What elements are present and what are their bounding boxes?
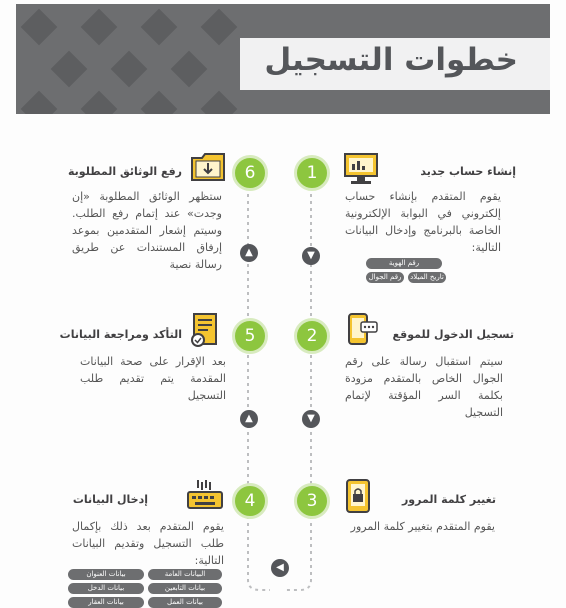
- step-4-pill-income: بيانات الدخل: [68, 583, 144, 594]
- chevron-down-icon: ▼: [302, 410, 320, 428]
- chevron-down-icon: ▼: [302, 247, 320, 265]
- step-3-title: تغيير كلمة المرور: [401, 493, 496, 506]
- step-4-title: إدخال البيانات: [72, 493, 148, 506]
- monitor-icon: [343, 152, 379, 186]
- keyboard-hand-icon: [186, 478, 224, 512]
- step-6-text: ستظهر الوثائق المطلوبة «إن وجدت» عند إتمام رفع الطلب. وسيتم إشعار المتقدمين بموعد إرفاق المستندات عن طريق رسالة نصية: [72, 190, 222, 271]
- page-title: خطوات التسجيل: [264, 42, 518, 78]
- step-1-pill-id: رقم الهوية: [366, 258, 442, 269]
- step-3-number: 3: [294, 483, 330, 519]
- step-6-title: رفع الوثائق المطلوبة: [68, 165, 182, 178]
- step-1-text: يقوم المتقدم بإنشاء حساب إلكتروني في البوابة الإلكترونية الخاصة بالبرنامج وإدخال البيانات التالية:: [345, 190, 501, 254]
- step-2-number: 2: [294, 318, 330, 354]
- step-4-text: يقوم المتقدم بعد ذلك بإكمال طلب التسجيل وتقديم البيانات التالية:: [72, 520, 224, 567]
- step-4-pill-work: بيانات العمل: [148, 597, 222, 608]
- folder-upload-icon: [190, 150, 226, 184]
- step-4-pill-general: البيانات العامة: [148, 569, 222, 580]
- step-5-title: التأكد ومراجعة البيانات: [59, 328, 182, 341]
- chevron-up-icon: ▲: [240, 410, 258, 428]
- step-2-text: سيتم استقبال رسالة على رقم الجوال الخاص بالمتقدم مزودة بكلمة السر المؤقتة لإتمام التسجيل: [345, 355, 503, 419]
- step-3-text: يقوم المتقدم بتغيير كلمة المرور: [350, 520, 495, 533]
- step-4-number: 4: [232, 483, 268, 519]
- step-1-title: إنشاء حساب جديد: [420, 165, 516, 178]
- step-5-text: بعد الإقرار على صحة البيانات المقدمة يتم تقديم طلب التسجيل: [80, 355, 226, 402]
- step-1-pill-birthdate: تاريخ الميلاد: [408, 272, 446, 283]
- step-2-title: تسجيل الدخول للموقع: [392, 328, 514, 341]
- chevron-left-icon: ◀: [271, 559, 289, 577]
- step-4-pill-property: بيانات العقار: [68, 597, 144, 608]
- document-check-icon: [188, 312, 222, 350]
- phone-lock-icon: [343, 478, 375, 514]
- step-5-number: 5: [232, 318, 268, 354]
- step-4-pill-dependents: بيانات التابعين: [148, 583, 222, 594]
- step-4-pill-address: بيانات العنوان: [68, 569, 144, 580]
- step-1-number: 1: [294, 155, 330, 191]
- chevron-up-icon: ▲: [240, 244, 258, 262]
- phone-login-icon: [343, 312, 379, 346]
- step-6-number: 6: [232, 155, 268, 191]
- step-1-pill-mobile: رقم الجوال: [366, 272, 404, 283]
